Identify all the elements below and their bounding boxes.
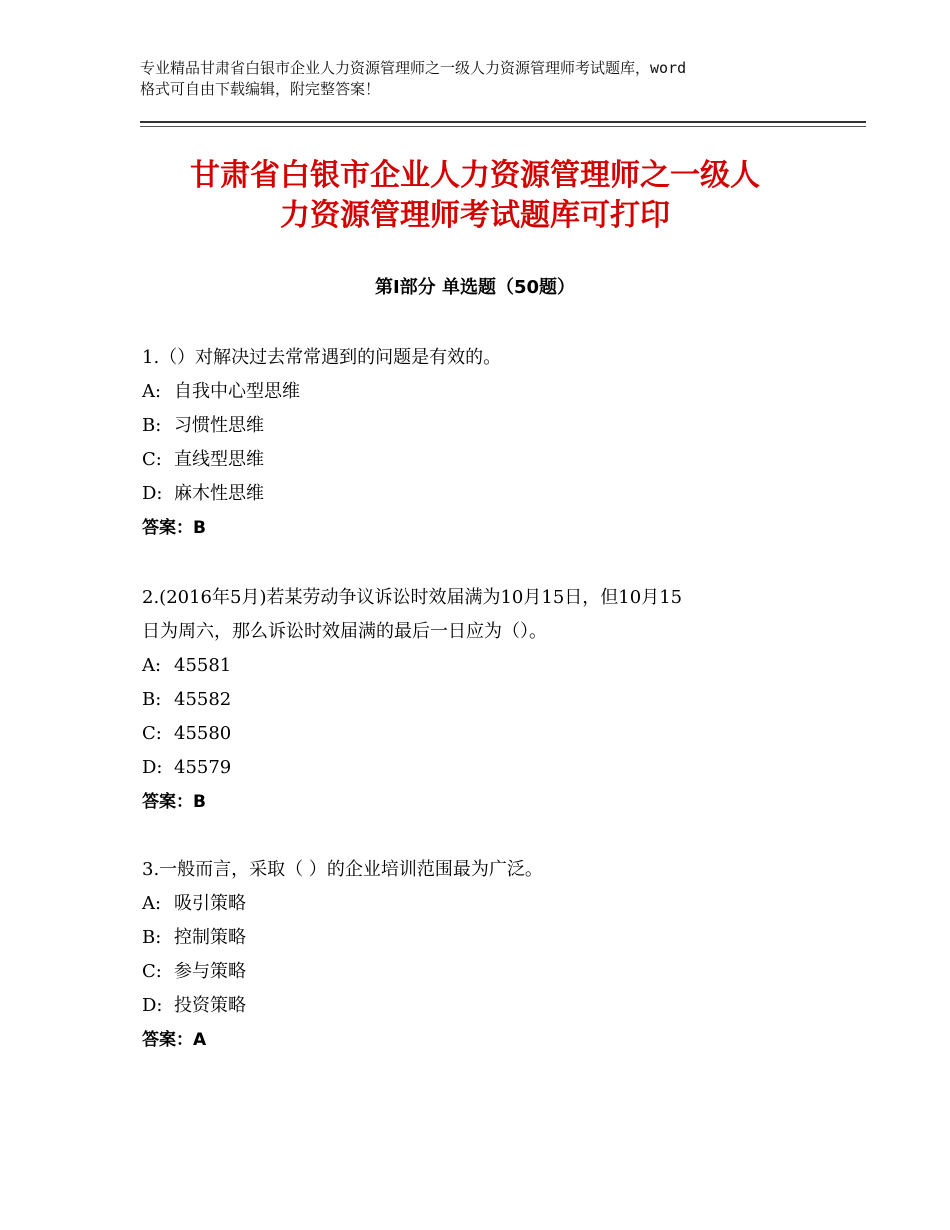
question-2 — [142, 581, 812, 819]
header-divider-thick — [140, 121, 866, 123]
option-letter: B: — [142, 689, 162, 710]
question-3-answer: 答案：A — [142, 1030, 207, 1050]
option-letter: C: — [142, 961, 162, 982]
question-2-answer: 答案：B — [142, 792, 206, 812]
option-letter: C: — [142, 449, 162, 470]
option-text: 45581 — [174, 655, 232, 676]
option-text: 吸引策略 — [174, 893, 246, 914]
option-letter: D: — [142, 483, 163, 504]
question-2-text-line-1: 2.(2016年5月)若某劳动争议诉讼时效届满为10月15日，但10月15 — [142, 587, 683, 608]
question-2-text-line-2: 日为周六，那么诉讼时效届满的最后一日应为（）。 — [142, 621, 547, 642]
section-heading: 第Ⅰ部分 单选题（50题） — [374, 277, 575, 298]
option-letter: C: — [142, 723, 162, 744]
option-letter: D: — [142, 995, 163, 1016]
option-text: 自我中心型思维 — [174, 381, 300, 402]
option-letter: A: — [142, 655, 162, 676]
document-title — [140, 156, 810, 236]
document-title-line-1: 甘肃省白银市企业人力资源管理师之一级人 — [190, 158, 760, 193]
question-2-option-d — [142, 751, 812, 785]
option-letter: D: — [142, 757, 163, 778]
question-1 — [142, 341, 812, 545]
question-3-option-a — [142, 887, 812, 921]
option-text: 直线型思维 — [174, 449, 264, 470]
option-text: 习惯性思维 — [174, 415, 264, 436]
header-note-line-2: 格式可自由下载编辑，附完整答案！ — [140, 80, 381, 98]
header-note-line-1: 专业精品甘肃省白银市企业人力资源管理师之一级人力资源管理师考试题库，word — [140, 59, 687, 77]
option-text: 45579 — [174, 757, 232, 778]
question-1-text: 1.（）对解决过去常常遇到的问题是有效的。 — [142, 347, 502, 368]
question-1-option-b — [142, 409, 812, 443]
option-letter: B: — [142, 415, 162, 436]
question-2-option-c — [142, 717, 812, 751]
option-text: 45580 — [174, 723, 232, 744]
option-text: 控制策略 — [174, 927, 246, 948]
question-1-answer: 答案：B — [142, 518, 206, 538]
option-text: 投资策略 — [174, 995, 246, 1016]
option-text: 参与策略 — [174, 961, 246, 982]
header-divider-thin — [140, 126, 866, 127]
question-3-option-b — [142, 921, 812, 955]
question-1-option-d — [142, 477, 812, 511]
question-2-option-a — [142, 649, 812, 683]
option-letter: B: — [142, 927, 162, 948]
option-text: 麻木性思维 — [174, 483, 264, 504]
option-text: 45582 — [174, 689, 232, 710]
option-letter: A: — [142, 893, 162, 914]
document-title-line-2: 力资源管理师考试题库可打印 — [280, 198, 670, 233]
question-2-option-b — [142, 683, 812, 717]
header-note — [140, 58, 820, 100]
question-1-option-c — [142, 443, 812, 477]
question-3-option-c — [142, 955, 812, 989]
question-3-option-d — [142, 989, 812, 1023]
question-3 — [142, 853, 812, 1057]
option-letter: A: — [142, 381, 162, 402]
question-3-text: 3.一般而言，采取（ ）的企业培训范围最为广泛。 — [142, 859, 543, 880]
question-1-option-a — [142, 375, 812, 409]
